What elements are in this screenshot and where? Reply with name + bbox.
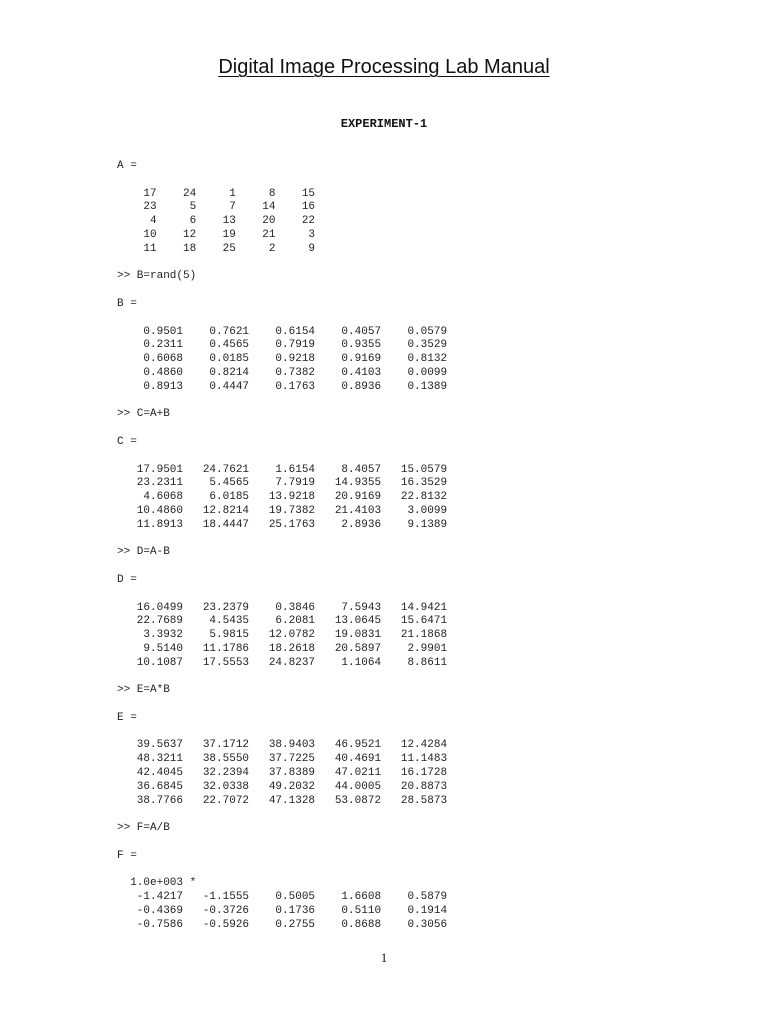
console-line: 38.7766 22.7072 47.1328 53.0872 28.5873	[117, 794, 448, 807]
console-line	[117, 395, 447, 409]
console-line	[117, 422, 447, 436]
console-line	[117, 836, 447, 850]
console-line: 11 18 25 2 9	[117, 242, 316, 255]
console-line: 1.0e+003 *	[117, 877, 197, 890]
console-line	[117, 670, 447, 684]
console-line: 22.7689 4.5435 6.2081 13.0645 15.6471	[117, 615, 448, 628]
console-line: -0.4369 -0.3726 0.1736 0.5110 0.1914	[117, 905, 448, 918]
console-line	[117, 533, 447, 547]
console-line: 17 24 1 8 15	[117, 187, 316, 200]
console-line	[117, 284, 447, 298]
console-line: -0.7586 -0.5926 0.2755 0.8688 0.3056	[117, 918, 448, 931]
console-line: 42.4045 32.2394 37.8389 47.0211 16.1728	[117, 767, 448, 780]
console-line	[117, 257, 447, 271]
console-line: 17.9501 24.7621 1.6154 8.4057 15.0579	[117, 463, 448, 476]
console-line: >> E=A*B	[117, 684, 170, 697]
page-title-text: Digital Image Processing Lab Manual	[218, 56, 550, 78]
console-line: 23 5 7 14 16	[117, 201, 316, 214]
console-line: 0.9501 0.7621 0.6154 0.4057 0.0579	[117, 325, 448, 338]
console-line: -1.4217 -1.1555 0.5005 1.6608 0.5879	[117, 891, 448, 904]
console-line: 36.6845 32.0338 49.2032 44.0005 20.8873	[117, 780, 448, 793]
console-line: 3.3932 5.9815 12.0782 19.0831 21.1868	[117, 629, 448, 642]
console-line	[117, 698, 447, 712]
console-line: 0.8913 0.4447 0.1763 0.8936 0.1389	[117, 380, 448, 393]
experiment-heading: EXPERIMENT-1	[340, 117, 428, 131]
console-line: A =	[117, 160, 137, 172]
console-line: B =	[117, 297, 137, 310]
console-line: >> F=A/B	[117, 822, 170, 835]
console-line	[117, 726, 447, 740]
console-line	[117, 560, 447, 574]
console-line: 4.6068 6.0185 13.9218 20.9169 22.8132	[117, 491, 448, 504]
console-line: 11.8913 18.4447 25.1763 2.8936 9.1389	[117, 518, 448, 531]
console-line: 9.5140 11.1786 18.2618 20.5897 2.9901	[117, 642, 448, 655]
console-line: 4 6 13 20 22	[117, 215, 316, 228]
console-line: 23.2311 5.4565 7.7919 14.9355 16.3529	[117, 477, 448, 490]
console-line: E =	[117, 711, 137, 724]
console-line: >> B=rand(5)	[117, 270, 197, 283]
console-line: 0.2311 0.4565 0.7919 0.9355 0.3529	[117, 339, 448, 352]
page-number: 1	[380, 950, 388, 965]
console-line: >> C=A+B	[117, 408, 170, 421]
console-line: 0.4860 0.8214 0.7382 0.4103 0.0099	[117, 366, 448, 379]
console-line	[117, 864, 447, 878]
console-line: 10.1087 17.5553 24.8237 1.1064 8.8611	[117, 656, 448, 669]
console-line: 0.6068 0.0185 0.9218 0.9169 0.8132	[117, 353, 448, 366]
console-line	[117, 450, 447, 464]
console-line: D =	[117, 573, 137, 586]
console-line	[117, 808, 447, 822]
matlab-console-output	[117, 160, 447, 933]
console-line: 48.3211 38.5550 37.7225 40.4691 11.1483	[117, 753, 448, 766]
console-line	[117, 588, 447, 602]
console-line	[117, 174, 447, 188]
console-line: 39.5637 37.1712 38.9403 46.9521 12.4284	[117, 739, 448, 752]
console-line: F =	[117, 849, 137, 862]
console-line: 10.4860 12.8214 19.7382 21.4103 3.0099	[117, 504, 448, 517]
page-title	[0, 54, 768, 80]
console-line: C =	[117, 435, 137, 448]
console-line: >> D=A-B	[117, 546, 170, 559]
console-line	[117, 312, 447, 326]
console-line: 10 12 19 21 3	[117, 228, 316, 241]
console-line: 16.0499 23.2379 0.3846 7.5943 14.9421	[117, 601, 448, 614]
